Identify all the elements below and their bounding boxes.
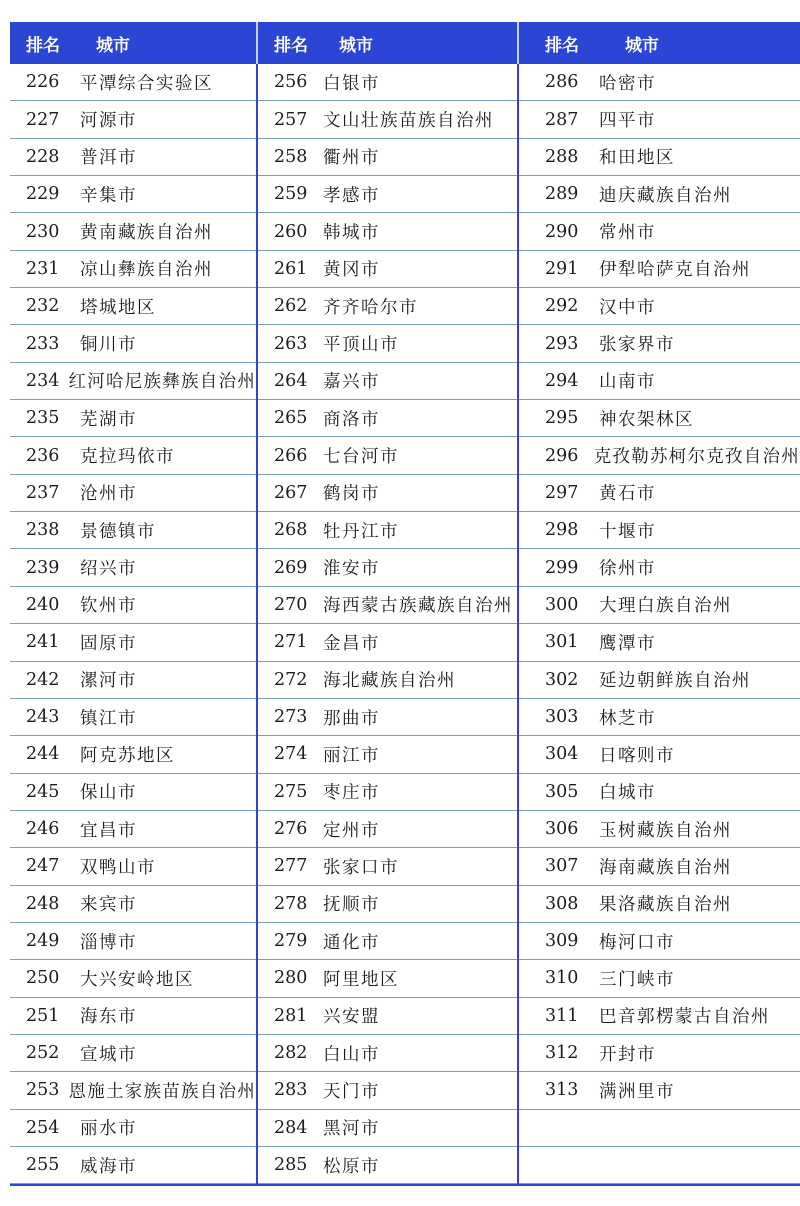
city-cell: 那曲市 bbox=[323, 708, 380, 729]
city-cell: 阿里地区 bbox=[323, 969, 399, 990]
rank-cell: 240 bbox=[26, 594, 60, 615]
rank-cell: 283 bbox=[274, 1080, 308, 1101]
header-group-1 bbox=[10, 22, 256, 64]
rank-cell: 286 bbox=[545, 72, 579, 93]
table-row bbox=[519, 960, 800, 997]
rank-cell: 249 bbox=[26, 931, 60, 952]
table-row bbox=[519, 624, 800, 661]
table-row bbox=[258, 960, 517, 997]
table-row bbox=[258, 363, 517, 400]
table-row bbox=[519, 587, 800, 624]
city-cell: 塔城地区 bbox=[80, 297, 156, 318]
city-cell: 鹤岗市 bbox=[323, 484, 380, 505]
city-cell: 白城市 bbox=[599, 783, 656, 804]
city-cell: 徐州市 bbox=[599, 559, 656, 580]
table-row bbox=[258, 774, 517, 811]
city-cell: 克拉玛依市 bbox=[80, 447, 175, 468]
city-cell: 和田地区 bbox=[599, 148, 675, 169]
rank-cell: 247 bbox=[26, 856, 60, 877]
rank-cell: 301 bbox=[545, 632, 579, 653]
table-row bbox=[258, 139, 517, 176]
city-cell: 开封市 bbox=[599, 1044, 656, 1065]
rank-cell: 288 bbox=[545, 146, 579, 167]
table-row bbox=[10, 587, 256, 624]
table-row bbox=[10, 101, 256, 138]
table-row bbox=[519, 811, 800, 848]
table-row bbox=[519, 923, 800, 960]
rank-cell: 237 bbox=[26, 482, 60, 503]
table-row bbox=[258, 886, 517, 923]
table-row bbox=[519, 549, 800, 586]
city-cell: 七台河市 bbox=[323, 447, 399, 468]
header-rank: 排名 bbox=[274, 35, 308, 56]
table-row bbox=[10, 549, 256, 586]
city-cell: 鹰潭市 bbox=[599, 633, 656, 654]
rank-cell: 306 bbox=[545, 819, 579, 840]
table-row bbox=[258, 325, 517, 362]
rank-cell: 226 bbox=[26, 72, 60, 93]
rank-cell: 271 bbox=[274, 632, 308, 653]
city-cell: 宜昌市 bbox=[80, 820, 137, 841]
table-row bbox=[258, 64, 517, 101]
rank-cell: 242 bbox=[26, 669, 60, 690]
city-cell: 淮安市 bbox=[323, 559, 380, 580]
rank-cell: 295 bbox=[545, 408, 579, 429]
rank-cell: 305 bbox=[545, 781, 579, 802]
table-row bbox=[258, 811, 517, 848]
rank-cell: 307 bbox=[545, 856, 579, 877]
rank-cell: 268 bbox=[274, 520, 308, 541]
rank-cell: 261 bbox=[274, 258, 308, 279]
column-1 bbox=[10, 64, 256, 1184]
table-row bbox=[258, 1072, 517, 1109]
column-2 bbox=[256, 64, 517, 1184]
table-row bbox=[258, 176, 517, 213]
rank-cell: 257 bbox=[274, 109, 308, 130]
rank-cell: 259 bbox=[274, 184, 308, 205]
table-row bbox=[10, 213, 256, 250]
rank-cell: 299 bbox=[545, 557, 579, 578]
table-row bbox=[519, 1147, 800, 1184]
table-row bbox=[258, 213, 517, 250]
city-cell: 普洱市 bbox=[80, 148, 137, 169]
rank-cell: 228 bbox=[26, 146, 60, 167]
header-city: 城市 bbox=[96, 35, 130, 56]
table-row bbox=[519, 475, 800, 512]
table-row bbox=[258, 288, 517, 325]
rank-cell: 285 bbox=[274, 1155, 308, 1176]
table-row bbox=[10, 774, 256, 811]
city-cell: 梅河口市 bbox=[599, 932, 675, 953]
rank-cell: 308 bbox=[545, 893, 579, 914]
rank-cell: 265 bbox=[274, 408, 308, 429]
city-cell: 漯河市 bbox=[80, 671, 137, 692]
rank-cell: 252 bbox=[26, 1043, 60, 1064]
rank-cell: 290 bbox=[545, 221, 579, 242]
city-cell: 白银市 bbox=[323, 73, 380, 94]
table-row bbox=[10, 811, 256, 848]
city-cell: 牡丹江市 bbox=[323, 521, 399, 542]
city-cell: 抚顺市 bbox=[323, 895, 380, 916]
city-cell: 阿克苏地区 bbox=[80, 745, 175, 766]
city-cell: 三门峡市 bbox=[599, 969, 675, 990]
city-cell: 玉树藏族自治州 bbox=[599, 820, 732, 841]
rank-cell: 297 bbox=[545, 482, 579, 503]
rank-cell: 313 bbox=[545, 1080, 579, 1101]
table-row bbox=[519, 998, 800, 1035]
rank-cell: 312 bbox=[545, 1043, 579, 1064]
city-cell: 林芝市 bbox=[599, 708, 656, 729]
table-row bbox=[10, 64, 256, 101]
table-row bbox=[519, 176, 800, 213]
city-cell: 黑河市 bbox=[323, 1119, 380, 1140]
city-cell: 铜川市 bbox=[80, 335, 137, 356]
rank-cell: 273 bbox=[274, 707, 308, 728]
city-cell: 满洲里市 bbox=[599, 1081, 675, 1102]
table-row bbox=[10, 1035, 256, 1072]
rank-cell: 263 bbox=[274, 333, 308, 354]
table-row bbox=[258, 101, 517, 138]
table-row bbox=[10, 475, 256, 512]
city-cell: 辛集市 bbox=[80, 185, 137, 206]
table-row bbox=[10, 512, 256, 549]
city-cell: 固原市 bbox=[80, 633, 137, 654]
table-row bbox=[258, 736, 517, 773]
rank-cell: 227 bbox=[26, 109, 60, 130]
table-row bbox=[258, 587, 517, 624]
table-row bbox=[10, 251, 256, 288]
city-cell: 平潭综合实验区 bbox=[80, 73, 213, 94]
rank-cell: 229 bbox=[26, 184, 60, 205]
table-row bbox=[10, 624, 256, 661]
table-row bbox=[519, 736, 800, 773]
table-row bbox=[10, 998, 256, 1035]
city-cell: 文山壮族苗族自治州 bbox=[323, 111, 494, 132]
rank-cell: 251 bbox=[26, 1005, 60, 1026]
city-cell: 凉山彝族自治州 bbox=[80, 260, 213, 281]
table-row bbox=[258, 475, 517, 512]
city-cell: 张家界市 bbox=[599, 335, 675, 356]
header-group-3 bbox=[517, 22, 800, 64]
rank-cell: 296 bbox=[545, 445, 579, 466]
city-cell: 枣庄市 bbox=[323, 783, 380, 804]
city-cell: 平顶山市 bbox=[323, 335, 399, 356]
rank-cell: 260 bbox=[274, 221, 308, 242]
table-row bbox=[258, 549, 517, 586]
city-cell: 伊犁哈萨克自治州 bbox=[599, 260, 751, 281]
rank-cell: 230 bbox=[26, 221, 60, 242]
city-cell: 韩城市 bbox=[323, 223, 380, 244]
city-cell: 金昌市 bbox=[323, 633, 380, 654]
table-row bbox=[519, 699, 800, 736]
table-row bbox=[10, 176, 256, 213]
table-row bbox=[10, 325, 256, 362]
city-cell: 定州市 bbox=[323, 820, 380, 841]
rank-cell: 287 bbox=[545, 109, 579, 130]
rank-cell: 246 bbox=[26, 819, 60, 840]
city-cell: 海南藏族自治州 bbox=[599, 857, 732, 878]
rank-cell: 279 bbox=[274, 931, 308, 952]
table-row bbox=[258, 848, 517, 885]
rank-cell: 294 bbox=[545, 370, 579, 391]
city-cell: 兴安盟 bbox=[323, 1007, 380, 1028]
table-row bbox=[258, 624, 517, 661]
rank-cell: 272 bbox=[274, 669, 308, 690]
table-row bbox=[258, 662, 517, 699]
city-cell: 孝感市 bbox=[323, 185, 380, 206]
table-row bbox=[258, 699, 517, 736]
rank-cell: 253 bbox=[26, 1080, 60, 1101]
rank-cell: 282 bbox=[274, 1043, 308, 1064]
city-cell: 汉中市 bbox=[599, 297, 656, 318]
city-cell: 钦州市 bbox=[80, 596, 137, 617]
rank-cell: 235 bbox=[26, 408, 60, 429]
city-cell: 黄石市 bbox=[599, 484, 656, 505]
city-cell: 海东市 bbox=[80, 1007, 137, 1028]
city-cell: 天门市 bbox=[323, 1081, 380, 1102]
city-cell: 迪庆藏族自治州 bbox=[599, 185, 732, 206]
table-row bbox=[258, 400, 517, 437]
table-row bbox=[258, 923, 517, 960]
rank-cell: 303 bbox=[545, 707, 579, 728]
column-3 bbox=[517, 64, 800, 1184]
table-row bbox=[10, 960, 256, 997]
rank-cell: 292 bbox=[545, 296, 579, 317]
city-cell: 常州市 bbox=[599, 223, 656, 244]
table-row bbox=[10, 923, 256, 960]
rank-cell: 241 bbox=[26, 632, 60, 653]
table-row bbox=[10, 288, 256, 325]
city-cell: 延边朝鲜族自治州 bbox=[599, 671, 751, 692]
rank-cell: 232 bbox=[26, 296, 60, 317]
table-row bbox=[258, 998, 517, 1035]
table-row bbox=[10, 662, 256, 699]
table-row bbox=[519, 251, 800, 288]
table-row bbox=[519, 400, 800, 437]
rank-cell: 269 bbox=[274, 557, 308, 578]
rank-cell: 284 bbox=[274, 1117, 308, 1138]
table-row bbox=[519, 1035, 800, 1072]
table-row bbox=[519, 1110, 800, 1147]
table-row bbox=[10, 1110, 256, 1147]
city-cell: 松原市 bbox=[323, 1156, 380, 1177]
rank-cell: 264 bbox=[274, 370, 308, 391]
city-cell: 丽江市 bbox=[323, 745, 380, 766]
table-row bbox=[10, 437, 256, 474]
rank-cell: 244 bbox=[26, 744, 60, 765]
city-cell: 四平市 bbox=[599, 111, 656, 132]
city-cell: 镇江市 bbox=[80, 708, 137, 729]
table-row bbox=[519, 288, 800, 325]
rank-cell: 274 bbox=[274, 744, 308, 765]
table-row bbox=[519, 848, 800, 885]
rank-cell: 289 bbox=[545, 184, 579, 205]
header-rank: 排名 bbox=[545, 35, 579, 56]
rank-cell: 309 bbox=[545, 931, 579, 952]
rank-cell: 293 bbox=[545, 333, 579, 354]
city-cell: 芜湖市 bbox=[80, 409, 137, 430]
rank-cell: 310 bbox=[545, 968, 579, 989]
rank-cell: 311 bbox=[545, 1005, 579, 1026]
table-row bbox=[10, 400, 256, 437]
table-row bbox=[258, 251, 517, 288]
table-row bbox=[10, 848, 256, 885]
rank-cell: 239 bbox=[26, 557, 60, 578]
header-city: 城市 bbox=[339, 35, 373, 56]
city-cell: 大理白族自治州 bbox=[599, 596, 732, 617]
city-cell: 红河哈尼族彝族自治州 bbox=[68, 372, 256, 393]
table-row bbox=[10, 363, 256, 400]
rank-cell: 245 bbox=[26, 781, 60, 802]
city-cell: 海西蒙古族藏族自治州 bbox=[323, 596, 513, 617]
city-cell: 张家口市 bbox=[323, 857, 399, 878]
table-row bbox=[258, 1110, 517, 1147]
table-row bbox=[519, 437, 800, 474]
city-cell: 克孜勒苏柯尔克孜自治州 bbox=[593, 447, 800, 468]
rank-cell: 302 bbox=[545, 669, 579, 690]
rank-cell: 277 bbox=[274, 856, 308, 877]
table-row bbox=[10, 886, 256, 923]
city-cell: 齐齐哈尔市 bbox=[323, 297, 418, 318]
city-cell: 通化市 bbox=[323, 932, 380, 953]
table-row bbox=[519, 101, 800, 138]
city-cell: 威海市 bbox=[80, 1156, 137, 1177]
city-cell: 山南市 bbox=[599, 372, 656, 393]
table-row bbox=[519, 774, 800, 811]
city-cell: 来宾市 bbox=[80, 895, 137, 916]
rank-cell: 266 bbox=[274, 445, 308, 466]
city-cell: 恩施土家族苗族自治州 bbox=[68, 1081, 256, 1102]
rank-cell: 254 bbox=[26, 1117, 60, 1138]
city-cell: 果洛藏族自治州 bbox=[599, 895, 732, 916]
rank-cell: 280 bbox=[274, 968, 308, 989]
city-cell: 哈密市 bbox=[599, 73, 656, 94]
city-cell: 淄博市 bbox=[80, 932, 137, 953]
city-cell: 大兴安岭地区 bbox=[80, 969, 194, 990]
city-cell: 宣城市 bbox=[80, 1044, 137, 1065]
rank-cell: 233 bbox=[26, 333, 60, 354]
city-cell: 巴音郭楞蒙古自治州 bbox=[599, 1007, 770, 1028]
table-row bbox=[10, 1147, 256, 1184]
rank-cell: 243 bbox=[26, 707, 60, 728]
header-city: 城市 bbox=[625, 35, 659, 56]
rank-cell: 298 bbox=[545, 520, 579, 541]
table-row bbox=[10, 736, 256, 773]
city-cell: 神农架林区 bbox=[599, 409, 694, 430]
rank-cell: 258 bbox=[274, 146, 308, 167]
table-row bbox=[519, 363, 800, 400]
city-cell: 海北藏族自治州 bbox=[323, 671, 456, 692]
header-rank: 排名 bbox=[26, 35, 60, 56]
city-cell: 景德镇市 bbox=[80, 521, 156, 542]
rank-cell: 304 bbox=[545, 744, 579, 765]
table-row bbox=[519, 886, 800, 923]
rank-cell: 248 bbox=[26, 893, 60, 914]
table-row bbox=[258, 1147, 517, 1184]
rank-cell: 255 bbox=[26, 1155, 60, 1176]
city-cell: 白山市 bbox=[323, 1044, 380, 1065]
table-row bbox=[519, 139, 800, 176]
city-cell: 绍兴市 bbox=[80, 559, 137, 580]
rank-cell: 256 bbox=[274, 72, 308, 93]
ranking-table bbox=[10, 22, 800, 1186]
table-row bbox=[519, 1072, 800, 1109]
city-cell: 十堰市 bbox=[599, 521, 656, 542]
header-group-2 bbox=[256, 22, 517, 64]
table-row bbox=[519, 325, 800, 362]
city-cell: 沧州市 bbox=[80, 484, 137, 505]
rank-cell: 275 bbox=[274, 781, 308, 802]
rank-cell: 281 bbox=[274, 1005, 308, 1026]
table-row bbox=[258, 1035, 517, 1072]
city-cell: 商洛市 bbox=[323, 409, 380, 430]
city-cell: 丽水市 bbox=[80, 1119, 137, 1140]
city-cell: 保山市 bbox=[80, 783, 137, 804]
table-row bbox=[258, 512, 517, 549]
city-cell: 黄冈市 bbox=[323, 260, 380, 281]
rank-cell: 267 bbox=[274, 482, 308, 503]
rank-cell: 262 bbox=[274, 296, 308, 317]
table-row bbox=[519, 213, 800, 250]
rank-cell: 300 bbox=[545, 594, 579, 615]
rank-cell: 234 bbox=[26, 370, 60, 391]
city-cell: 黄南藏族自治州 bbox=[80, 223, 213, 244]
table-row bbox=[519, 662, 800, 699]
rank-cell: 276 bbox=[274, 819, 308, 840]
city-cell: 日喀则市 bbox=[599, 745, 675, 766]
rank-cell: 291 bbox=[545, 258, 579, 279]
rank-cell: 278 bbox=[274, 893, 308, 914]
table-row bbox=[519, 512, 800, 549]
table-row bbox=[10, 699, 256, 736]
table-header bbox=[10, 22, 800, 64]
city-cell: 双鸭山市 bbox=[80, 857, 156, 878]
table-row bbox=[10, 1072, 256, 1109]
city-cell: 河源市 bbox=[80, 111, 137, 132]
rank-cell: 270 bbox=[274, 594, 308, 615]
city-cell: 衢州市 bbox=[323, 148, 380, 169]
city-cell: 嘉兴市 bbox=[323, 372, 380, 393]
rank-cell: 250 bbox=[26, 968, 60, 989]
table-row bbox=[10, 139, 256, 176]
table-row bbox=[258, 437, 517, 474]
rank-cell: 238 bbox=[26, 520, 60, 541]
rank-cell: 236 bbox=[26, 445, 60, 466]
table-body bbox=[10, 64, 800, 1186]
rank-cell: 231 bbox=[26, 258, 60, 279]
table-row bbox=[519, 64, 800, 101]
